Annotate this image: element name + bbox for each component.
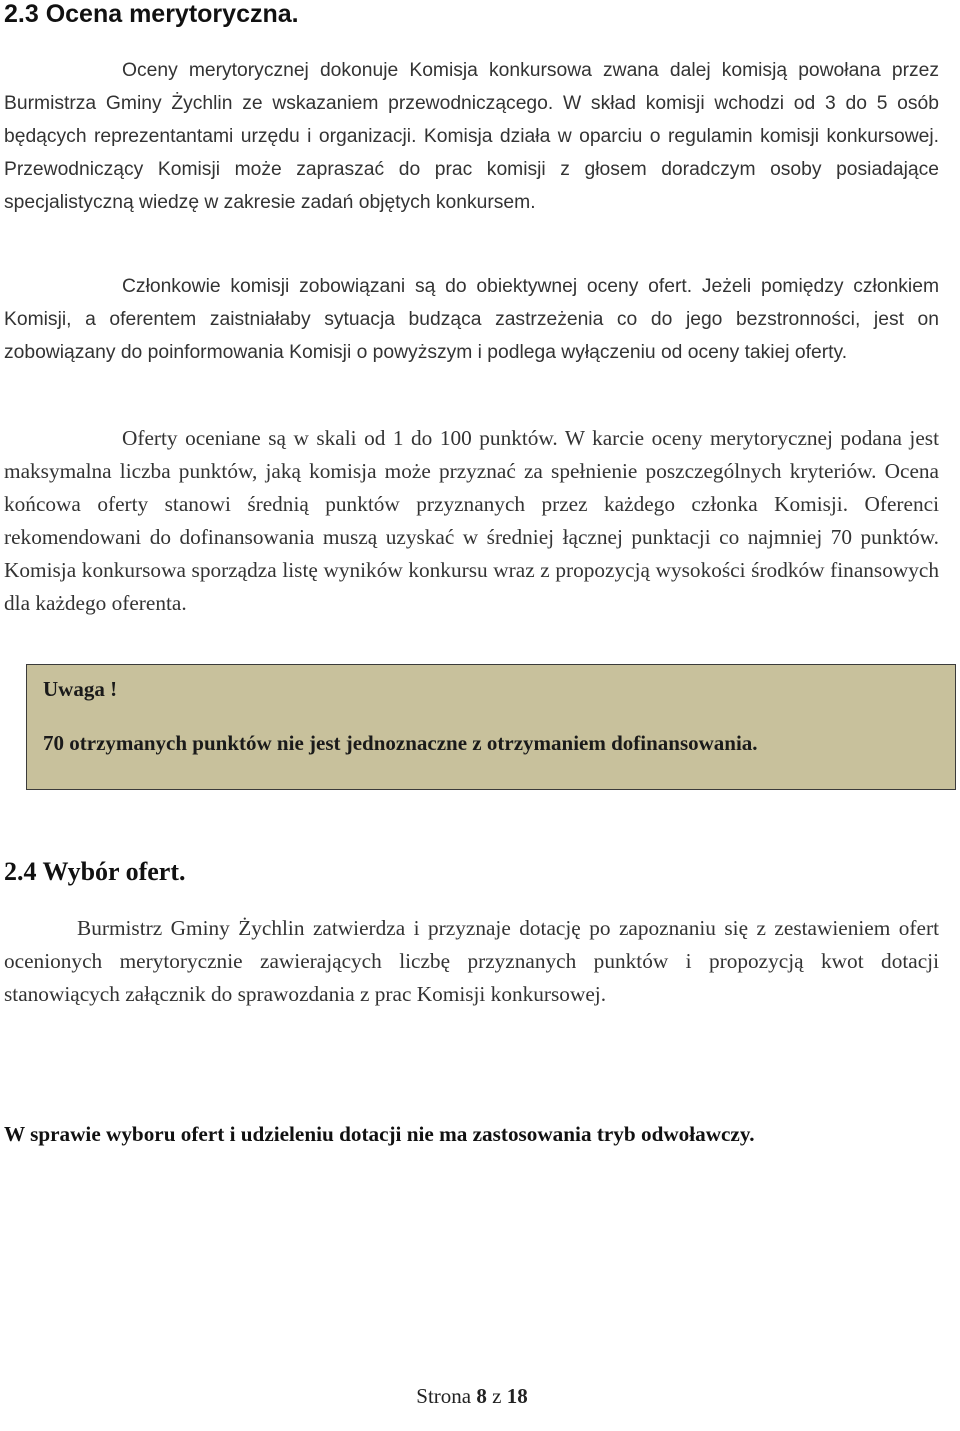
note-box — [26, 664, 956, 790]
section-2-3-title: 2.3 Ocena merytoryczna. — [4, 0, 299, 28]
section-2-3-paragraph-2: Członkowie komisji zobowiązani są do obiektywnej oceny ofert. Jeżeli pomiędzy członkiem Komisji, a oferentem zaistniałaby sytuacja budząca zastrzeżenia co do jego bezstronności, jest on zobowiązany do poinformowania Komisji o powyższym i podlega wyłączeniu od oceny takiej oferty. — [4, 276, 939, 363]
section-2-3-paragraph-3: Oferty oceniane są w skali od 1 do 100 punktów. W karcie oceny merytorycznej podana jest maksymalna liczba punktów, jaką komisja może przyznać za spełnienie poszczególnych kryteriów. Ocena końcowa oferty stanowi średnią punktów przyznanych przez każdego członka Komisji. Oferenci rekomendowani do dofinansowania muszą uzyskać w średniej łącznej punktacji co najmniej 70 punktów. Komisja konkursowa sporządza listę wyników konkursu wraz z propozycją wysokości środków finansowych dla każdego oferenta. — [4, 426, 939, 615]
footer-prefix: Strona — [416, 1384, 472, 1408]
section-2-3-paragraph-1: Oceny merytorycznej dokonuje Komisja konkursowa zwana dalej komisją powołana przez Burmistrza Gminy Żychlin ze wskazaniem przewodniczącego. W skład komisji wchodzi od 3 do 5 osób będących reprezentantami urzędu i organizacji. Komisja działa w oparciu o regulamin komisji konkursowej. Przewodniczący Komisji może zapraszać do prac komisji z głosem doradczym osoby posiadające specjalistyczną wiedzę w zakresie zadań objętych konkursem. — [4, 60, 939, 213]
footer-separator: z — [492, 1384, 502, 1408]
note-title: Uwaga ! — [43, 677, 118, 701]
footer-total-pages: 18 — [506, 1384, 528, 1408]
footer-current-page: 8 — [476, 1384, 487, 1408]
section-2-4-title: 2.4 Wybór ofert. — [4, 857, 186, 886]
section-2-4-paragraph-1: Burmistrz Gminy Żychlin zatwierdza i przyznaje dotację po zapoznaniu się z zestawieniem ofert ocenionych merytorycznie zawierających liczbę przyznanych punktów i propozycją kwot dotacji stanowiących załącznik do sprawozdania z prac Komisji konkursowej. — [4, 916, 939, 1006]
page-footer — [0, 1380, 944, 1412]
note-text: 70 otrzymanych punktów nie jest jednoznaczne z otrzymaniem dofinansowania. — [43, 731, 758, 755]
final-note: W sprawie wyboru ofert i udzieleniu dotacji nie ma zastosowania tryb odwoławczy. — [4, 1122, 755, 1146]
